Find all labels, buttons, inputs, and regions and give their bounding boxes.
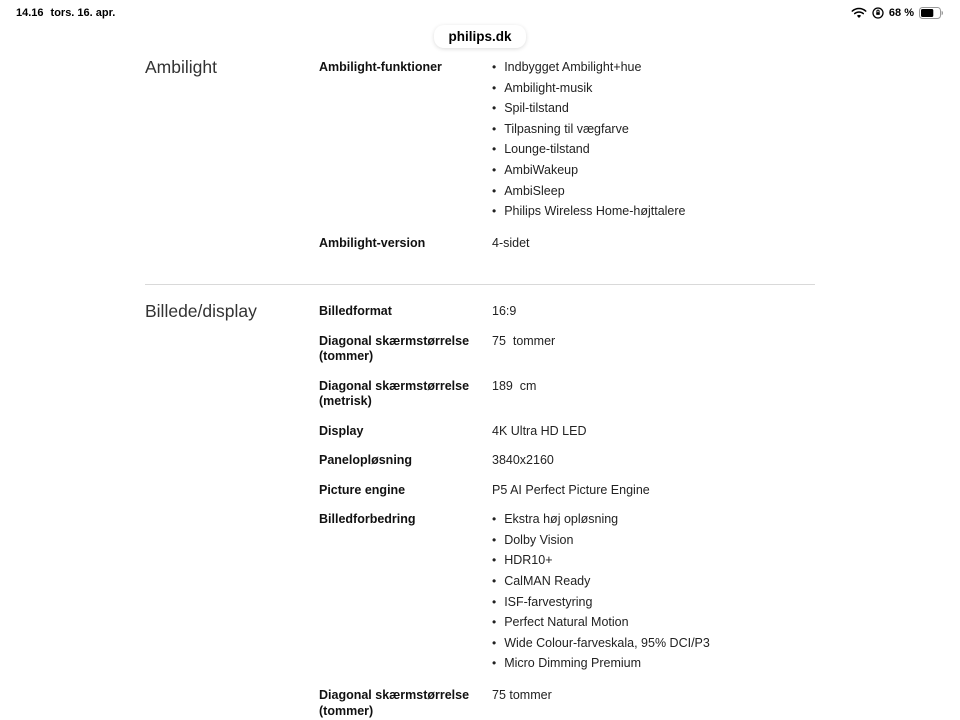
spec-bullet-item: • AmbiSleep [492, 181, 815, 202]
spec-label: Picture engine [319, 482, 406, 497]
spec-bullet-list [492, 57, 815, 222]
battery-percent: 68 % [888, 7, 914, 19]
status-bar [0, 0, 960, 20]
spec-bullet-item: • Indbygget Ambilight+hue [492, 57, 815, 78]
spec-label: Billedformat [319, 304, 392, 319]
status-date: tors. 16. apr. [50, 7, 116, 19]
spec-bullet-item: • Ekstra høj opløsning [492, 509, 815, 530]
spec-value: 16:9 [492, 304, 517, 319]
status-indicators [851, 7, 944, 19]
spec-section [145, 285, 815, 719]
wifi-icon [851, 7, 867, 19]
spec-bullet-item: • Ambilight-musik [492, 78, 815, 99]
spec-bullet-item: • Lounge-tilstand [492, 139, 815, 160]
spec-bullet-item: • Micro Dimming Premium [492, 653, 815, 674]
spec-row [319, 304, 815, 320]
spec-bullet-item: • CalMAN Ready [492, 571, 815, 592]
spec-value [492, 512, 815, 674]
spec-label: Diagonal skærmstørrelse (tommer) [319, 688, 470, 718]
spec-row [319, 453, 815, 469]
rotation-lock-icon [872, 7, 884, 19]
spec-label: Panelopløsning [319, 453, 413, 468]
address-bar[interactable]: philips.dk [434, 25, 525, 48]
spec-value: 75 tommer [492, 688, 552, 702]
battery-icon [919, 7, 944, 19]
spec-bullet-list [492, 509, 815, 674]
section-title: Billede/display [145, 301, 257, 322]
spec-value [492, 60, 815, 222]
spec-row [319, 483, 815, 499]
spec-value: 189 cm [492, 378, 537, 393]
spec-rows [319, 60, 815, 251]
spec-value: 75 tommer [492, 333, 556, 348]
spec-bullet-item: • Tilpasning til vægfarve [492, 119, 815, 140]
spec-label: Ambilight-funktioner [319, 60, 442, 74]
spec-label: Ambilight-version [319, 235, 426, 250]
spec-value: 4K Ultra HD LED [492, 423, 587, 438]
spec-label: Diagonal skærmstørrelse (tommer) [319, 333, 470, 364]
spec-bullet-item: • HDR10+ [492, 550, 815, 571]
spec-bullet-item: • ISF-farvestyring [492, 592, 815, 613]
browser-title-bar [0, 20, 960, 52]
status-clock [16, 7, 115, 19]
spec-bullet-item: • Dolby Vision [492, 530, 815, 551]
spec-table [0, 52, 960, 719]
spec-label: Display [319, 423, 364, 438]
spec-bullet-item: • Spil-tilstand [492, 98, 815, 119]
spec-value: 4-sidet [492, 235, 530, 250]
spec-section [145, 57, 815, 251]
spec-row [319, 334, 815, 365]
status-time: 14.16 [16, 7, 44, 19]
spec-label: Diagonal skærmstørrelse (metrisk) [319, 378, 470, 409]
spec-bullet-item: • AmbiWakeup [492, 160, 815, 181]
spec-value: P5 AI Perfect Picture Engine [492, 482, 650, 497]
spec-row [319, 236, 815, 252]
section-title: Ambilight [145, 57, 217, 77]
spec-bullet-item: • Philips Wireless Home-højttalere [492, 201, 815, 222]
spec-row [319, 688, 815, 719]
spec-bullet-item: • Perfect Natural Motion [492, 612, 815, 633]
spec-row [319, 379, 815, 410]
spec-bullet-item: • Wide Colour-farveskala, 95% DCI/P3 [492, 633, 815, 654]
spec-row [319, 60, 815, 222]
spec-row [319, 424, 815, 440]
spec-value: 3840x2160 [492, 453, 554, 468]
spec-label: Billedforbedring [319, 512, 416, 527]
spec-rows [319, 304, 815, 719]
spec-row [319, 512, 815, 674]
